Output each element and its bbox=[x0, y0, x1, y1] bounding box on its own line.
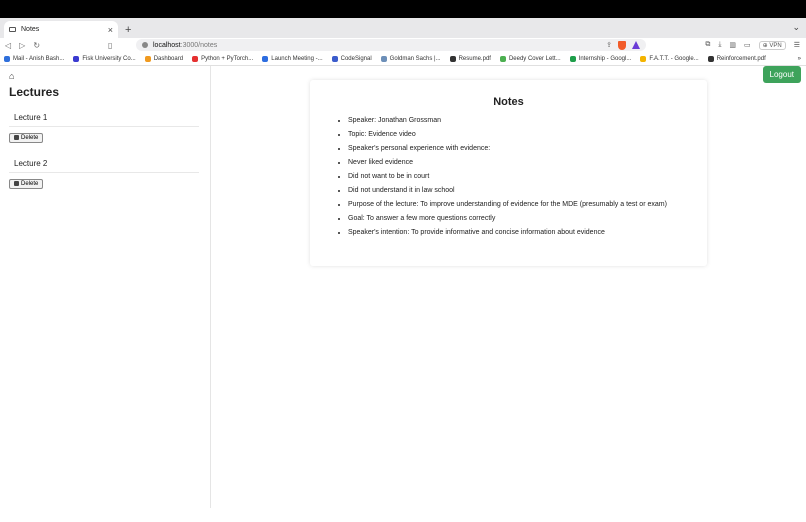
bookmark-label: CodeSignal bbox=[340, 55, 372, 62]
note-item: • Topic: Evidence video bbox=[348, 130, 687, 139]
bookmark-page-icon[interactable]: ▯ bbox=[108, 40, 113, 50]
delete-lecture-button[interactable] bbox=[9, 179, 43, 189]
sidebar-title: Lectures bbox=[9, 85, 60, 99]
bookmark-label: Internship - Googl... bbox=[578, 55, 632, 62]
bookmark-item[interactable] bbox=[450, 56, 491, 62]
share-icon[interactable]: ⇪ bbox=[606, 42, 612, 49]
vpn-label: VPN bbox=[769, 42, 782, 49]
note-item: • Did not want to be in court bbox=[348, 172, 687, 181]
lecture-item bbox=[9, 159, 201, 191]
bookmark-item[interactable] bbox=[4, 56, 64, 62]
lectures-sidebar bbox=[0, 66, 211, 508]
url-host: localhost bbox=[153, 41, 181, 49]
close-tab-icon[interactable]: × bbox=[107, 24, 113, 35]
note-item: • Speaker: Jonathan Grossman bbox=[348, 116, 687, 125]
bookmark-label: Python + PyTorch... bbox=[201, 55, 254, 62]
note-item: • Never liked evidence bbox=[348, 158, 687, 167]
bookmark-item[interactable] bbox=[192, 56, 253, 62]
site-info-icon[interactable] bbox=[142, 42, 148, 48]
home-icon[interactable]: ⌂ bbox=[9, 71, 15, 81]
delete-label: Delete bbox=[21, 180, 39, 187]
bookmark-favicon-icon bbox=[145, 56, 151, 62]
menu-icon[interactable]: ☰ bbox=[793, 42, 800, 49]
sidebar-toggle-icon[interactable]: ▥ bbox=[729, 42, 737, 49]
bookmark-label: Goldman Sachs |... bbox=[389, 55, 441, 62]
bookmark-label: Fisk University Co... bbox=[82, 55, 136, 62]
app-root bbox=[0, 66, 806, 508]
notes-list bbox=[330, 116, 687, 237]
address-bar[interactable] bbox=[136, 39, 646, 51]
bookmark-favicon-icon bbox=[73, 56, 79, 62]
bookmark-item[interactable] bbox=[708, 56, 766, 62]
bookmark-item[interactable] bbox=[145, 56, 183, 62]
lecture-item bbox=[9, 113, 201, 145]
trash-icon bbox=[14, 135, 19, 140]
bookmark-favicon-icon bbox=[570, 56, 576, 62]
bookmark-label: Deedy Cover Lett... bbox=[508, 55, 561, 62]
vpn-button[interactable]: ⊕ VPN bbox=[759, 41, 786, 50]
new-tab-button[interactable]: + bbox=[125, 24, 132, 36]
note-item: • Did not understand it in law school bbox=[348, 186, 687, 195]
back-icon[interactable]: ◁ bbox=[5, 40, 12, 50]
bookmark-item[interactable] bbox=[570, 56, 632, 62]
bookmark-label: Reinforcement.pdf bbox=[716, 55, 766, 62]
brave-shields-icon[interactable] bbox=[618, 41, 626, 50]
bookmarks-bar bbox=[0, 52, 806, 66]
tab-favicon-icon bbox=[9, 27, 16, 32]
bookmark-favicon-icon bbox=[332, 56, 338, 62]
bookmark-favicon-icon bbox=[708, 56, 714, 62]
bookmark-label: F.A.T.T. - Google... bbox=[649, 55, 699, 62]
tab-title: Notes bbox=[21, 26, 40, 33]
downloads-icon[interactable]: ⤓ bbox=[718, 41, 722, 48]
notes-card bbox=[310, 80, 707, 266]
bookmark-favicon-icon bbox=[262, 56, 268, 62]
bookmarks-overflow-button[interactable]: » bbox=[797, 55, 801, 62]
bookmark-label: Launch Meeting -... bbox=[271, 55, 323, 62]
bookmark-favicon-icon bbox=[192, 56, 198, 62]
note-item: • Speaker's personal experience with evidence: bbox=[348, 144, 687, 153]
forward-icon[interactable]: ▷ bbox=[19, 40, 26, 50]
tab-notes[interactable] bbox=[4, 21, 118, 38]
bookmark-favicon-icon bbox=[450, 56, 456, 62]
note-item: • Goal: To answer a few more questions correctly bbox=[348, 214, 687, 223]
browser-toolbar bbox=[0, 38, 806, 52]
reload-icon[interactable]: ↻ bbox=[33, 40, 41, 50]
logout-button[interactable]: Logout bbox=[763, 66, 801, 83]
lecture-name-link[interactable]: Lecture 1 bbox=[9, 113, 199, 127]
bookmark-item[interactable] bbox=[262, 56, 322, 62]
os-menu-bar bbox=[0, 0, 806, 18]
wallet-icon[interactable]: ▭ bbox=[744, 42, 751, 49]
note-item: • Purpose of the lecture: To improve understanding of evidence for the MDE (presumably a test or exam) bbox=[348, 200, 687, 209]
bookmark-item[interactable] bbox=[73, 56, 135, 62]
bookmark-favicon-icon bbox=[4, 56, 10, 62]
bookmark-label: Resume.pdf bbox=[458, 55, 491, 62]
delete-label: Delete bbox=[21, 134, 39, 141]
url-path: :3000/notes bbox=[180, 41, 218, 49]
brave-rewards-icon[interactable] bbox=[632, 41, 640, 49]
delete-lecture-button[interactable] bbox=[9, 133, 43, 143]
lecture-name-link[interactable]: Lecture 2 bbox=[9, 159, 199, 173]
bookmark-item[interactable] bbox=[500, 56, 561, 62]
bookmark-favicon-icon bbox=[500, 56, 506, 62]
notes-title: Notes bbox=[493, 96, 524, 108]
bookmark-label: Dashboard bbox=[153, 55, 184, 62]
bookmark-item[interactable] bbox=[640, 56, 698, 62]
extensions-icon[interactable]: ⧉ bbox=[705, 41, 711, 48]
bookmark-favicon-icon bbox=[640, 56, 646, 62]
bookmark-item[interactable] bbox=[381, 56, 441, 62]
bookmark-label: Mail - Anish Bash... bbox=[13, 55, 65, 62]
tab-list-chevron-icon[interactable]: ⌄ bbox=[792, 22, 800, 32]
bookmark-item[interactable] bbox=[332, 56, 372, 62]
tab-strip bbox=[0, 18, 806, 38]
bookmark-favicon-icon bbox=[381, 56, 387, 62]
trash-icon bbox=[14, 181, 19, 186]
note-item: • Speaker's intention: To provide informative and concise information about evidence bbox=[348, 228, 687, 237]
